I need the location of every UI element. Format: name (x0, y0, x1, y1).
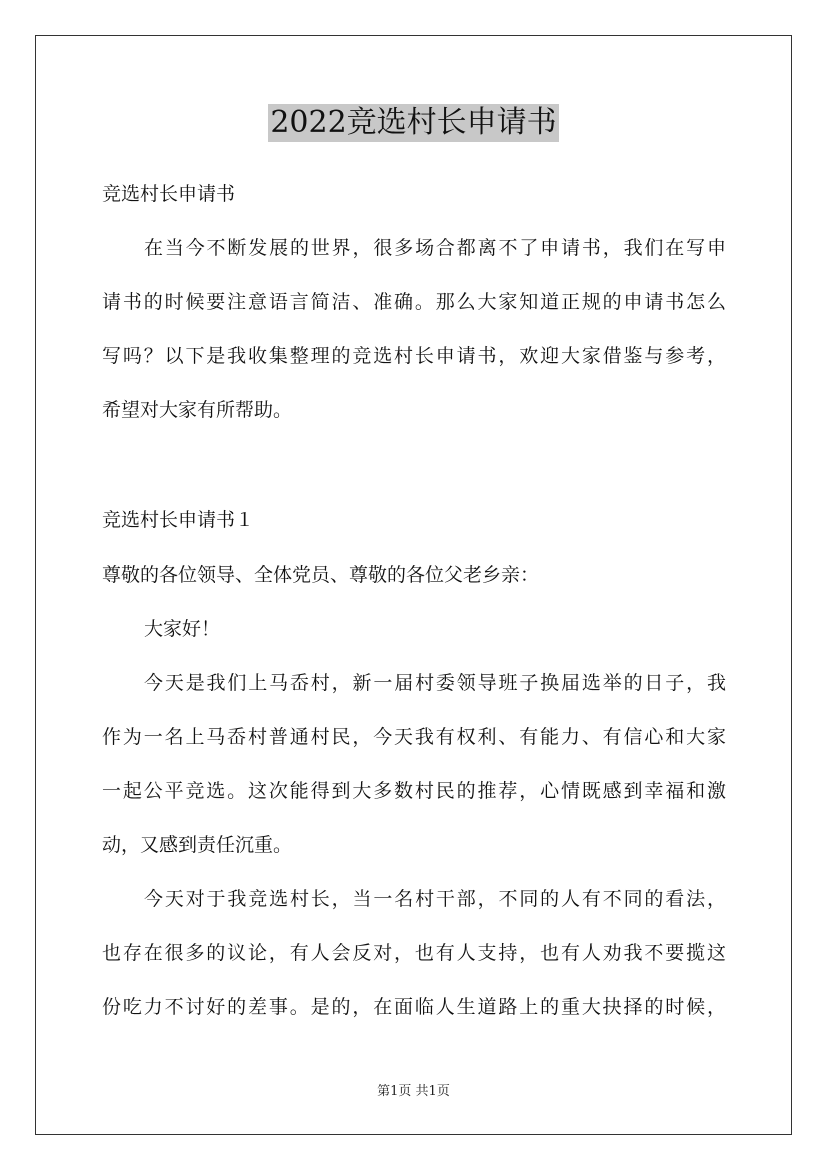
paragraph-line: 作为一名上马岙村普通村民，今天我有权利、有能力、有信心和大家 (102, 726, 726, 748)
section-heading: 竞选村长申请书１ (102, 509, 255, 531)
paragraph-line: 份吃力不讨好的差事。是的，在面临人生道路上的重大抉择的时候， (102, 996, 726, 1018)
intro-line: 请书的时候要注意语言简洁、准确。那么大家知道正规的申请书怎么 (102, 291, 726, 313)
title-container (0, 104, 827, 142)
greeting: 大家好！ (144, 618, 221, 640)
intro-line: 写吗？以下是我收集整理的竞选村长申请书，欢迎大家借鉴与参考， (102, 345, 726, 367)
paragraph-line: 今天是我们上马岙村，新一届村委领导班子换届选举的日子，我 (144, 672, 726, 694)
salutation: 尊敬的各位领导、全体党员、尊敬的各位父老乡亲： (102, 564, 540, 586)
intro-line: 在当今不断发展的世界，很多场合都离不了申请书，我们在写申 (144, 237, 726, 259)
paragraph-line: 今天对于我竞选村长，当一名村干部，不同的人有不同的看法， (144, 888, 726, 910)
intro-line: 希望对大家有所帮助。 (102, 399, 293, 421)
paragraph-line: 动，又感到责任沉重。 (102, 834, 293, 856)
document-title: 2022竞选村长申请书 (270, 105, 557, 140)
page-number-footer: 第1页 共1页 (377, 1084, 450, 1099)
paragraph-line: 也存在很多的议论，有人会反对，也有人支持，也有人劝我不要揽这 (102, 942, 726, 964)
document-subtitle: 竞选村长申请书 (102, 183, 236, 205)
paragraph-line: 一起公平竞选。这次能得到大多数村民的推荐，心情既感到幸福和激 (102, 780, 726, 802)
